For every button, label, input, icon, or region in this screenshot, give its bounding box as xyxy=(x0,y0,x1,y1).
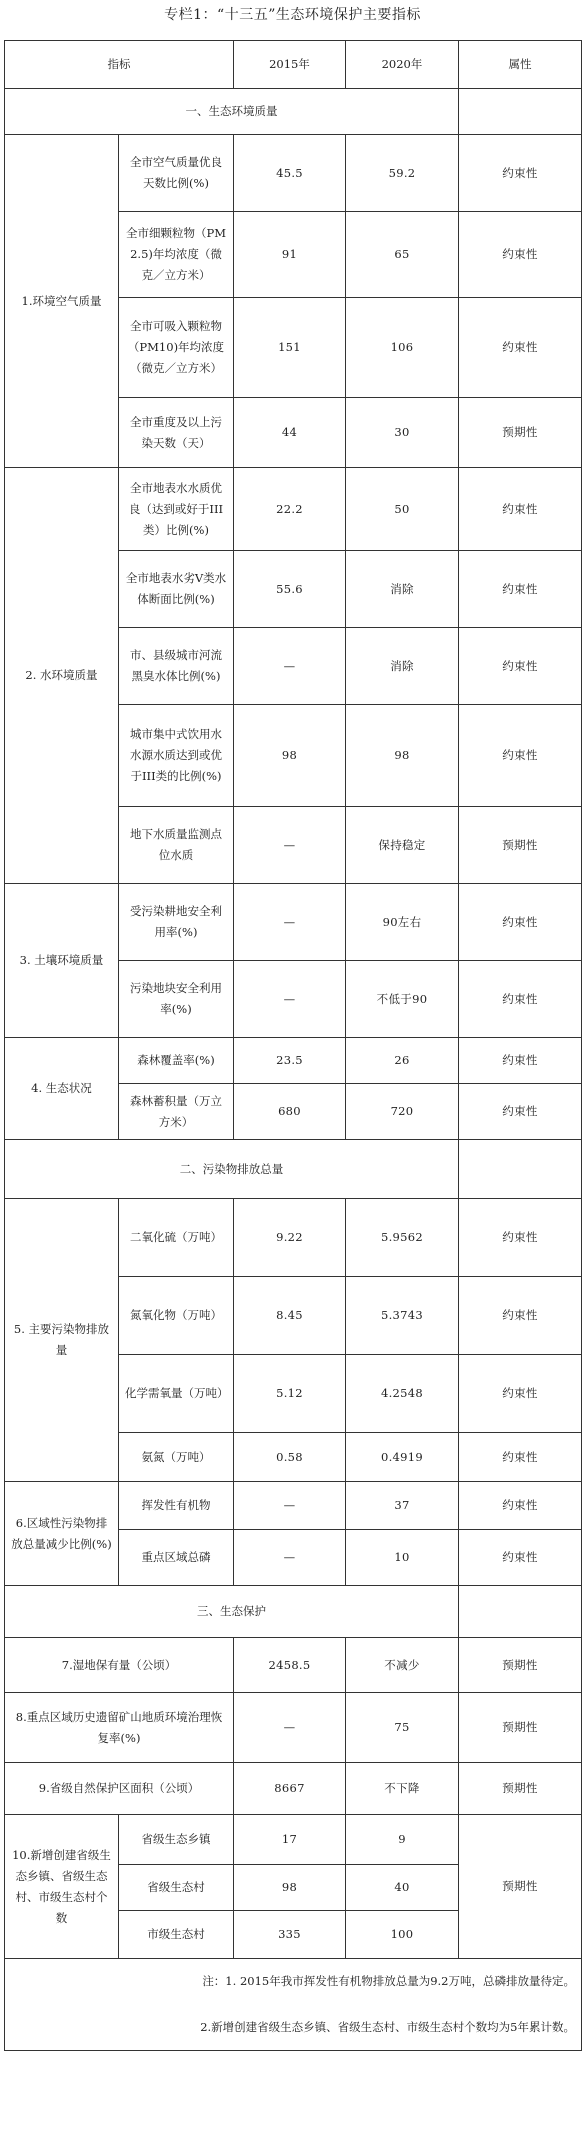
indicator-name: 全市地表水劣V类水体断面比例(%) xyxy=(119,551,234,628)
indicator-name: 氮氧化物（万吨） xyxy=(119,1277,234,1355)
attribute: 约束性 xyxy=(459,1530,582,1586)
value-2015: 151 xyxy=(234,298,346,398)
group-label: 10.新增创建省级生态乡镇、省级生态村、市级生态村个数 xyxy=(5,1815,119,1959)
value-2015: — xyxy=(234,1482,346,1530)
indicator-name: 省级生态村 xyxy=(119,1865,234,1911)
value-2020: 不减少 xyxy=(346,1638,459,1693)
value-2015: 5.12 xyxy=(234,1355,346,1433)
value-2020: 90左右 xyxy=(346,884,459,961)
value-2015: 98 xyxy=(234,705,346,807)
value-2015: 22.2 xyxy=(234,468,346,551)
section-blank-cell xyxy=(459,1586,582,1638)
table-row xyxy=(5,1815,582,1865)
value-2020: 10 xyxy=(346,1530,459,1586)
value-2015: — xyxy=(234,1693,346,1763)
value-2015: 23.5 xyxy=(234,1038,346,1084)
value-2020: 5.3743 xyxy=(346,1277,459,1355)
value-2020: 保持稳定 xyxy=(346,807,459,884)
indicator-name: 污染地块安全利用率(%) xyxy=(119,961,234,1038)
value-2020: 65 xyxy=(346,212,459,298)
page-title: 专栏1：“十三五”生态环境保护主要指标 xyxy=(164,7,421,23)
indicator-name: 全市细颗粒物（PM2.5)年均浓度（微克／立方米） xyxy=(119,212,234,298)
value-2020: 50 xyxy=(346,468,459,551)
section-blank-cell xyxy=(459,1140,582,1199)
value-2015: 8667 xyxy=(234,1763,346,1815)
value-2020: 5.9562 xyxy=(346,1199,459,1277)
indicator-table xyxy=(4,40,582,2051)
attribute: 预期性 xyxy=(459,398,582,468)
indicator-name: 地下水质量监测点位水质 xyxy=(119,807,234,884)
indicator-name: 全市地表水水质优良（达到或好于III类）比例(%) xyxy=(119,468,234,551)
note-row xyxy=(5,2005,582,2051)
attribute: 约束性 xyxy=(459,884,582,961)
indicator-name: 二氧化硫（万吨） xyxy=(119,1199,234,1277)
value-2015: — xyxy=(234,1530,346,1586)
attribute: 预期性 xyxy=(459,1693,582,1763)
value-2020: 不低于90 xyxy=(346,961,459,1038)
indicator-name: 全市重度及以上污染天数（天） xyxy=(119,398,234,468)
table-row xyxy=(5,1038,582,1084)
value-2020: 75 xyxy=(346,1693,459,1763)
attribute: 约束性 xyxy=(459,468,582,551)
value-2020: 26 xyxy=(346,1038,459,1084)
value-2015: 17 xyxy=(234,1815,346,1865)
header-indicator: 指标 xyxy=(5,41,234,89)
value-2015: 335 xyxy=(234,1911,346,1959)
attribute: 约束性 xyxy=(459,298,582,398)
value-2020: 消除 xyxy=(346,628,459,705)
value-2020: 0.4919 xyxy=(346,1433,459,1482)
attribute: 约束性 xyxy=(459,1355,582,1433)
section-title: 二、污染物排放总量 xyxy=(5,1140,459,1199)
header-attribute: 属性 xyxy=(459,41,582,89)
section-row xyxy=(5,89,582,135)
group-label: 4. 生态状况 xyxy=(5,1038,119,1140)
value-2020: 720 xyxy=(346,1084,459,1140)
value-2020: 4.2548 xyxy=(346,1355,459,1433)
attribute: 约束性 xyxy=(459,705,582,807)
section-row xyxy=(5,1140,582,1199)
attribute: 预期性 xyxy=(459,807,582,884)
table-row xyxy=(5,1693,582,1763)
header-2020: 2020年 xyxy=(346,41,459,89)
value-2015: 8.45 xyxy=(234,1277,346,1355)
indicator-name: 9.省级自然保护区面积（公顷） xyxy=(5,1763,234,1815)
attribute: 约束性 xyxy=(459,1038,582,1084)
indicator-name: 市、县级城市河流黑臭水体比例(%) xyxy=(119,628,234,705)
table-row xyxy=(5,884,582,961)
group-label: 6.区域性污染物排放总量减少比例(%) xyxy=(5,1482,119,1586)
table-row xyxy=(5,468,582,551)
indicator-name: 重点区域总磷 xyxy=(119,1530,234,1586)
note-1: 注：1. 2015年我市挥发性有机物排放总量为9.2万吨，总磷排放量待定。 xyxy=(5,1959,582,2005)
note-2: 2.新增创建省级生态乡镇、省级生态村、市级生态村个数均为5年累计数。 xyxy=(5,2005,582,2051)
value-2015: 55.6 xyxy=(234,551,346,628)
indicator-name: 8.重点区域历史遗留矿山地质环境治理恢复率(%) xyxy=(5,1693,234,1763)
indicator-name: 化学需氧量（万吨） xyxy=(119,1355,234,1433)
indicator-name: 全市空气质量优良天数比例(%) xyxy=(119,135,234,212)
value-2015: — xyxy=(234,628,346,705)
attribute: 约束性 xyxy=(459,1482,582,1530)
group-label: 3. 土壤环境质量 xyxy=(5,884,119,1038)
value-2020: 40 xyxy=(346,1865,459,1911)
value-2020: 106 xyxy=(346,298,459,398)
attribute: 约束性 xyxy=(459,961,582,1038)
attribute: 预期性 xyxy=(459,1763,582,1815)
attribute: 约束性 xyxy=(459,1199,582,1277)
value-2020: 59.2 xyxy=(346,135,459,212)
table-row xyxy=(5,1199,582,1277)
indicator-name: 挥发性有机物 xyxy=(119,1482,234,1530)
indicator-name: 城市集中式饮用水水源水质达到或优于III类的比例(%) xyxy=(119,705,234,807)
attribute: 约束性 xyxy=(459,551,582,628)
table-row xyxy=(5,1638,582,1693)
value-2015: 680 xyxy=(234,1084,346,1140)
value-2015: 0.58 xyxy=(234,1433,346,1482)
table-row xyxy=(5,1763,582,1815)
section-blank-cell xyxy=(459,89,582,135)
group-label: 1.环境空气质量 xyxy=(5,135,119,468)
attribute: 约束性 xyxy=(459,1277,582,1355)
value-2020: 不下降 xyxy=(346,1763,459,1815)
value-2015: 45.5 xyxy=(234,135,346,212)
value-2015: 9.22 xyxy=(234,1199,346,1277)
indicator-name: 7.湿地保有量（公顷） xyxy=(5,1638,234,1693)
attribute: 预期性 xyxy=(459,1638,582,1693)
attribute: 约束性 xyxy=(459,212,582,298)
attribute: 约束性 xyxy=(459,1433,582,1482)
indicator-name: 全市可吸入颗粒物（PM10)年均浓度（微克／立方米） xyxy=(119,298,234,398)
section-title: 三、生态保护 xyxy=(5,1586,459,1638)
value-2020: 98 xyxy=(346,705,459,807)
value-2015: 44 xyxy=(234,398,346,468)
value-2020: 消除 xyxy=(346,551,459,628)
section-title: 一、生态环境质量 xyxy=(5,89,459,135)
value-2015: 2458.5 xyxy=(234,1638,346,1693)
group-label: 2. 水环境质量 xyxy=(5,468,119,884)
table-row xyxy=(5,135,582,212)
value-2015: — xyxy=(234,961,346,1038)
indicator-name: 森林覆盖率(%) xyxy=(119,1038,234,1084)
section-row xyxy=(5,1586,582,1638)
indicator-name: 森林蓄积量（万立方米） xyxy=(119,1084,234,1140)
indicator-name: 省级生态乡镇 xyxy=(119,1815,234,1865)
indicator-name: 市级生态村 xyxy=(119,1911,234,1959)
attribute: 约束性 xyxy=(459,135,582,212)
value-2015: 98 xyxy=(234,1865,346,1911)
value-2020: 37 xyxy=(346,1482,459,1530)
value-2015: — xyxy=(234,884,346,961)
header-row xyxy=(5,41,582,89)
value-2020: 9 xyxy=(346,1815,459,1865)
table-row xyxy=(5,1482,582,1530)
value-2020: 100 xyxy=(346,1911,459,1959)
indicator-name: 受污染耕地安全利用率(%) xyxy=(119,884,234,961)
attribute: 约束性 xyxy=(459,628,582,705)
indicator-name: 氨氮（万吨） xyxy=(119,1433,234,1482)
attribute: 预期性 xyxy=(459,1815,582,1959)
value-2015: — xyxy=(234,807,346,884)
header-2015: 2015年 xyxy=(234,41,346,89)
value-2020: 30 xyxy=(346,398,459,468)
value-2015: 91 xyxy=(234,212,346,298)
note-row xyxy=(5,1959,582,2005)
attribute: 约束性 xyxy=(459,1084,582,1140)
group-label: 5. 主要污染物排放量 xyxy=(5,1199,119,1482)
